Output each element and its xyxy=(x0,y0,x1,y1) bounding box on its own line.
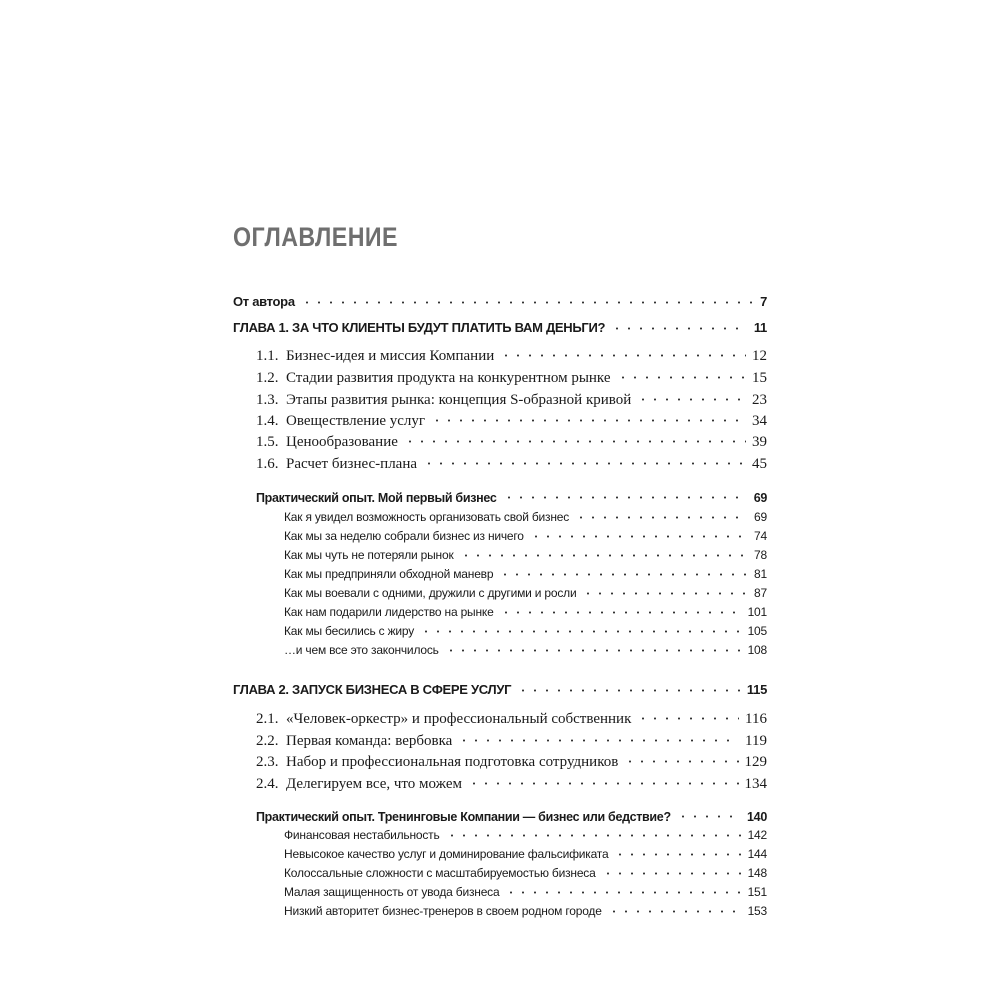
toc-entry-subitem xyxy=(284,846,767,861)
toc-entry-subitem xyxy=(284,884,767,899)
toc-leader-dots xyxy=(582,585,748,597)
toc-leader-dots xyxy=(517,681,741,694)
toc-page-number: 153 xyxy=(747,904,767,918)
toc-entry-label: Низкий авторитет бизнес-тренеров в своем родном городе xyxy=(284,904,602,918)
toc-leader-dots xyxy=(608,903,742,915)
toc-entry-author xyxy=(233,293,767,309)
toc-leader-dots xyxy=(637,708,739,723)
toc-leader-dots xyxy=(446,827,742,839)
toc-entry-label: Финансовая нестабильность xyxy=(284,828,440,842)
toc-entry-subitem xyxy=(284,865,767,880)
toc-page-number: 115 xyxy=(746,682,767,697)
toc-entry-label: Как мы бесились с жиру xyxy=(284,624,415,638)
toc-entry-chapter xyxy=(233,681,767,697)
page-title: ОГЛАВЛЕНИЕ xyxy=(233,222,398,252)
toc-page-number: 142 xyxy=(747,828,767,842)
toc-entry-subitem xyxy=(284,903,767,918)
toc-page-number: 144 xyxy=(747,847,767,861)
toc-leader-dots xyxy=(468,773,739,788)
toc-section-number: 2.2. xyxy=(256,733,279,749)
toc-entry-section xyxy=(256,410,767,430)
toc-entry-label: Невысокое качество услуг и доминирование фальсификата xyxy=(284,847,609,861)
toc-page-number: 101 xyxy=(747,605,767,619)
toc-entry-subitem xyxy=(284,528,767,543)
toc-entry-practice xyxy=(256,808,767,824)
toc-entry-label: …и чем все это закончилось xyxy=(284,643,439,657)
toc-entry-subitem xyxy=(284,585,767,600)
toc-entry-label: Практический опыт. Тренинговые Компании — бизнес или бедствие? xyxy=(256,809,671,824)
toc-entry-label: ГЛАВА 1. ЗА ЧТО КЛИЕНТЫ БУДУТ ПЛАТИТЬ ВАМ ДЕНЬГИ? xyxy=(233,320,606,335)
toc-section-number: 1.4. xyxy=(256,413,279,429)
toc-leader-dots xyxy=(677,808,741,821)
toc-leader-dots xyxy=(458,730,739,745)
toc-entry-subitem xyxy=(284,827,767,842)
toc-page-number: 69 xyxy=(753,490,767,505)
toc-entry-label: Практический опыт. Мой первый бизнес xyxy=(256,490,497,505)
toc-leader-dots xyxy=(423,453,746,468)
toc-leader-dots xyxy=(637,389,746,404)
toc-entry-section xyxy=(256,431,767,451)
toc-entry-subitem xyxy=(284,547,767,562)
toc-leader-dots xyxy=(611,319,748,332)
toc-page-number: 116 xyxy=(745,711,767,727)
toc-entry-label: Расчет бизнес-плана xyxy=(286,456,418,472)
toc-entry-label: Как мы воевали с одними, дружили с другими и росли xyxy=(284,586,577,600)
toc-page-number: 69 xyxy=(754,510,767,524)
toc-leader-dots xyxy=(602,865,742,877)
toc-entry-label: Как я увидел возможность организовать свой бизнес xyxy=(284,510,570,524)
toc-leader-dots xyxy=(460,547,749,559)
toc-page-number: 11 xyxy=(753,320,767,335)
toc-section-number: 2.4. xyxy=(256,776,279,792)
toc-leader-dots xyxy=(614,846,741,858)
toc-page-number: 134 xyxy=(744,776,767,792)
toc-entry-label: Как мы предприняли обходной маневр xyxy=(284,567,494,581)
toc-leader-dots xyxy=(624,751,738,766)
toc-section-number: 1.5. xyxy=(256,434,279,450)
toc-page-number: 140 xyxy=(747,809,767,824)
toc-page-number: 34 xyxy=(752,413,767,429)
toc-entry-label: От автора xyxy=(233,294,295,309)
toc-entry-label: «Человек-оркестр» и профессиональный собственник xyxy=(286,711,632,727)
toc-page-number: 129 xyxy=(744,754,767,770)
toc-leader-dots xyxy=(431,410,746,425)
toc-entry-label: Колоссальные сложности с масштабируемостью бизнеса xyxy=(284,866,596,880)
toc-leader-dots xyxy=(505,884,741,896)
toc-section-number: 1.3. xyxy=(256,392,279,408)
toc-page-number: 108 xyxy=(747,643,767,657)
toc-leader-dots xyxy=(575,509,748,521)
toc-entry-label: Малая защищенность от увода бизнеса xyxy=(284,885,500,899)
toc-leader-dots xyxy=(445,642,742,654)
toc-entry-subitem xyxy=(284,509,767,524)
toc-page-number: 12 xyxy=(752,348,767,364)
toc-leader-dots xyxy=(404,431,746,446)
toc-entry-section xyxy=(256,345,767,365)
toc-entry-subitem xyxy=(284,566,767,581)
toc-entry-label: Бизнес-идея и миссия Компании xyxy=(286,348,495,364)
toc-leader-dots xyxy=(617,367,747,382)
toc-entry-subitem xyxy=(284,623,767,638)
toc-page-number: 15 xyxy=(752,370,767,386)
toc-section-number: 1.1. xyxy=(256,348,279,364)
toc-entry-practice xyxy=(256,489,767,505)
toc-entry-section xyxy=(256,773,767,793)
toc-leader-dots xyxy=(420,623,742,635)
toc-page-number: 119 xyxy=(745,733,767,749)
toc-leader-dots xyxy=(503,489,748,502)
toc-entry-label: Как мы за неделю собрали бизнес из ничего xyxy=(284,529,524,543)
toc-page-number: 7 xyxy=(760,294,767,309)
toc-entry-label: Набор и профессиональная подготовка сотрудников xyxy=(286,754,619,770)
toc-page-number: 148 xyxy=(747,866,767,880)
toc-entry-section xyxy=(256,751,767,771)
toc-entry-section xyxy=(256,453,767,473)
toc-entry-label: Первая команда: вербовка xyxy=(286,733,453,749)
toc-leader-dots xyxy=(530,528,748,540)
toc-leader-dots xyxy=(500,345,746,360)
toc-entry-section xyxy=(256,389,767,409)
toc-page-number: 105 xyxy=(747,624,767,638)
toc-entry-label: ГЛАВА 2. ЗАПУСК БИЗНЕСА В СФЕРЕ УСЛУГ xyxy=(233,682,512,697)
toc-entry-label: Ценообразование xyxy=(286,434,398,450)
toc-entry-label: Стадии развития продукта на конкурентном рынке xyxy=(286,370,611,386)
toc-entry-label: Как мы чуть не потеряли рынок xyxy=(284,548,454,562)
toc-entry-label: Как нам подарили лидерство на рынке xyxy=(284,605,494,619)
toc-page-number: 74 xyxy=(754,529,767,543)
toc-page-number: 87 xyxy=(754,586,767,600)
toc-leader-dots xyxy=(301,293,754,306)
toc-entry-label: Делегируем все, что можем xyxy=(286,776,462,792)
toc-page-number: 39 xyxy=(752,434,767,450)
toc-leader-dots xyxy=(500,604,742,616)
toc-entry-subitem xyxy=(284,604,767,619)
toc-entry-section xyxy=(256,367,767,387)
toc-section-number: 1.6. xyxy=(256,456,279,472)
toc-entry-section xyxy=(256,730,767,750)
toc-entry-chapter xyxy=(233,319,767,335)
toc-leader-dots xyxy=(499,566,748,578)
toc-entry-section xyxy=(256,708,767,728)
toc-section-number: 1.2. xyxy=(256,370,279,386)
toc-section-number: 2.1. xyxy=(256,711,279,727)
toc-page-number: 23 xyxy=(752,392,767,408)
toc-entry-subitem xyxy=(284,642,767,657)
toc-entry-label: Овеществление услуг xyxy=(286,413,426,429)
toc-page-number: 81 xyxy=(754,567,767,581)
toc-entry-label: Этапы развития рынка: концепция S-образной кривой xyxy=(286,392,632,408)
toc-page-number: 78 xyxy=(754,548,767,562)
toc-page-number: 45 xyxy=(752,456,767,472)
toc-page-number: 151 xyxy=(747,885,767,899)
toc-section-number: 2.3. xyxy=(256,754,279,770)
